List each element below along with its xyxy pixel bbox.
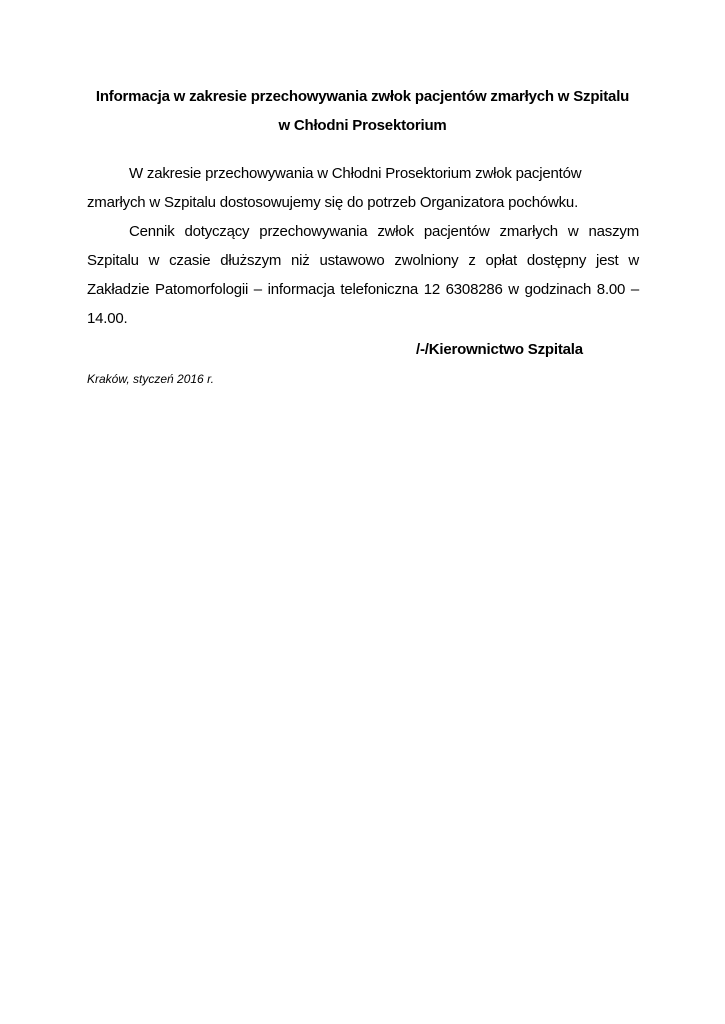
signature: /-/Kierownictwo Szpitala	[416, 341, 583, 358]
document-title-line-2: w Chłodni Prosektorium	[278, 117, 447, 134]
paragraph-price-list-info: Cennik dotyczący przechowywania zwłok pacjentów zmarłych w naszym Szpitalu w czasie dłuższym niż ustawowo zwolniony z opłat dostępny jest w Zakładzie Patomorfologii – informacja telefoniczna 12 6308286 w godzinach 8.00 – 14.00.	[87, 223, 639, 327]
place-and-date: Kraków, styczeń 2016 r.	[87, 372, 214, 386]
document-title-line-1: Informacja w zakresie przechowywania zwłok pacjentów zmarłych w Szpitalu	[95, 88, 630, 105]
paragraph-storage-info: W zakresie przechowywania w Chłodni Prosektorium zwłok pacjentów zmarłych w Szpitalu dostosowujemy się do potrzeb Organizatora pochówku.	[87, 165, 582, 211]
